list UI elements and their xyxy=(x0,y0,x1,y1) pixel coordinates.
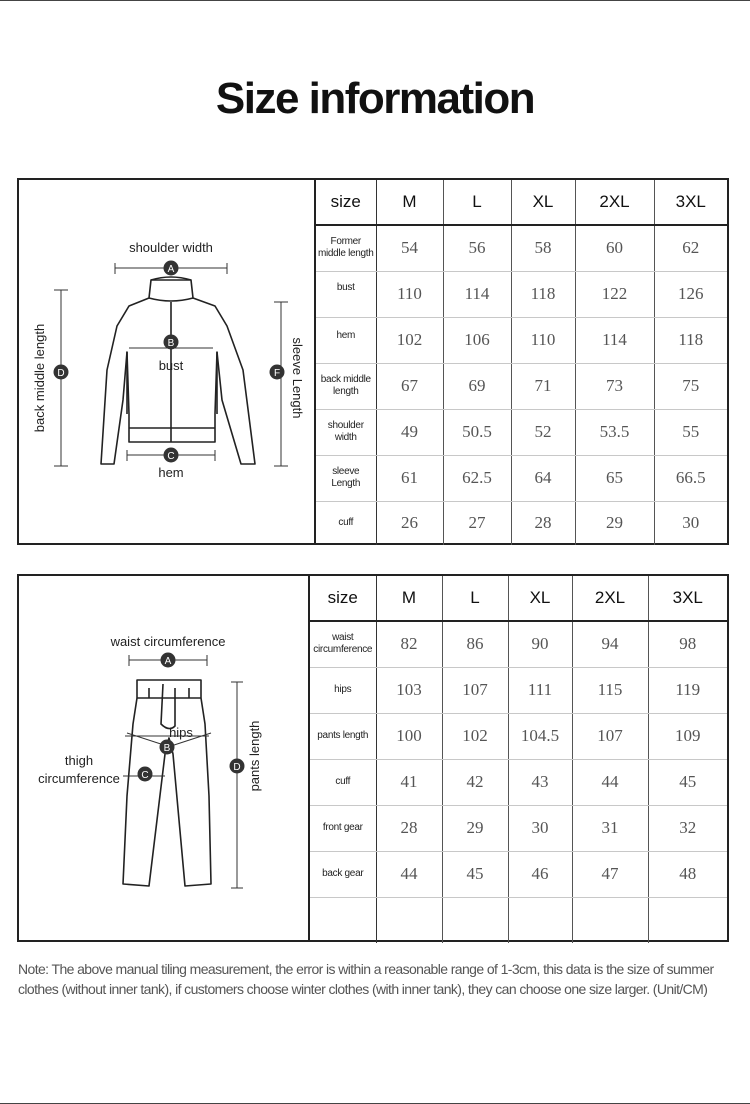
marker-c xyxy=(138,767,153,782)
header-3xl: 3XL xyxy=(654,180,727,225)
value-cell: 67 xyxy=(376,363,443,409)
svg-text:B: B xyxy=(163,743,171,754)
marker-f xyxy=(270,365,285,380)
value-cell: 30 xyxy=(654,501,727,545)
value-cell: 66.5 xyxy=(654,455,727,501)
value-cell xyxy=(572,897,648,943)
value-cell: 71 xyxy=(511,363,575,409)
value-cell: 52 xyxy=(511,409,575,455)
row-label: Former middle length xyxy=(316,225,376,271)
marker-b xyxy=(160,740,175,755)
value-cell: 62 xyxy=(654,225,727,271)
value-cell: 98 xyxy=(648,621,727,667)
value-cell: 86 xyxy=(442,621,508,667)
value-cell: 115 xyxy=(572,667,648,713)
pants-size-table xyxy=(310,576,727,943)
value-cell: 49 xyxy=(376,409,443,455)
marker-a xyxy=(164,261,179,276)
value-cell: 64 xyxy=(511,455,575,501)
value-cell: 118 xyxy=(654,317,727,363)
marker-a xyxy=(161,653,176,668)
header-l: L xyxy=(443,180,511,225)
table-row xyxy=(316,455,727,501)
value-cell: 29 xyxy=(442,805,508,851)
value-cell: 126 xyxy=(654,271,727,317)
table-header-row xyxy=(316,180,727,225)
value-cell: 60 xyxy=(575,225,654,271)
row-label: front gear xyxy=(310,805,376,851)
row-label xyxy=(310,897,376,943)
row-label: sleeve Length xyxy=(316,455,376,501)
svg-text:F: F xyxy=(273,368,281,379)
value-cell: 44 xyxy=(376,851,442,897)
row-label: bust xyxy=(316,271,376,317)
value-cell: 114 xyxy=(443,271,511,317)
value-cell: 47 xyxy=(572,851,648,897)
sleeve-length-label: sleeve Length xyxy=(290,337,305,419)
value-cell: 65 xyxy=(575,455,654,501)
jacket-figure xyxy=(19,180,316,543)
hem-label: hem xyxy=(158,465,184,480)
table-row xyxy=(316,409,727,455)
value-cell: 90 xyxy=(508,621,572,667)
value-cell: 102 xyxy=(376,317,443,363)
value-cell: 122 xyxy=(575,271,654,317)
value-cell: 29 xyxy=(575,501,654,545)
bust-label: bust xyxy=(158,358,184,373)
table-row xyxy=(310,759,727,805)
table-row xyxy=(316,363,727,409)
value-cell: 102 xyxy=(442,713,508,759)
circumference-label: circumference xyxy=(38,771,120,786)
value-cell: 109 xyxy=(648,713,727,759)
value-cell: 100 xyxy=(376,713,442,759)
page-title: Size information xyxy=(215,74,535,123)
value-cell: 30 xyxy=(508,805,572,851)
value-cell: 106 xyxy=(443,317,511,363)
value-cell xyxy=(508,897,572,943)
value-cell: 82 xyxy=(376,621,442,667)
value-cell xyxy=(376,897,442,943)
header-m: M xyxy=(376,576,442,621)
row-label: cuff xyxy=(310,759,376,805)
header-size: size xyxy=(310,576,376,621)
value-cell: 55 xyxy=(654,409,727,455)
value-cell: 45 xyxy=(648,759,727,805)
table-row xyxy=(310,805,727,851)
value-cell: 43 xyxy=(508,759,572,805)
shoulder-width-label: shoulder width xyxy=(129,240,213,255)
row-label: back middle length xyxy=(316,363,376,409)
table-row xyxy=(310,667,727,713)
hips-label: hips xyxy=(169,725,193,740)
waist-circumference-label: waist circumference xyxy=(110,634,226,649)
svg-text:A: A xyxy=(167,264,175,275)
value-cell: 75 xyxy=(654,363,727,409)
value-cell: 50.5 xyxy=(443,409,511,455)
table-header-row xyxy=(310,576,727,621)
value-cell: 62.5 xyxy=(443,455,511,501)
jacket-size-table xyxy=(316,180,727,545)
value-cell: 28 xyxy=(511,501,575,545)
pants-length-label: pants length xyxy=(247,720,262,792)
pants-figure xyxy=(19,576,310,940)
svg-text:B: B xyxy=(167,338,175,349)
row-label: waist circumference xyxy=(310,621,376,667)
row-label: cuff xyxy=(316,501,376,545)
value-cell: 42 xyxy=(442,759,508,805)
value-cell: 119 xyxy=(648,667,727,713)
value-cell: 118 xyxy=(511,271,575,317)
value-cell: 56 xyxy=(443,225,511,271)
jacket-size-panel xyxy=(17,178,729,545)
value-cell xyxy=(648,897,727,943)
table-row xyxy=(310,851,727,897)
pants-diagram xyxy=(19,576,308,940)
value-cell: 53.5 xyxy=(575,409,654,455)
value-cell: 46 xyxy=(508,851,572,897)
marker-c xyxy=(164,448,179,463)
row-label: hem xyxy=(316,317,376,363)
row-label: hips xyxy=(310,667,376,713)
table-row xyxy=(316,225,727,271)
header-2xl: 2XL xyxy=(572,576,648,621)
thigh-label: thigh xyxy=(64,753,94,768)
value-cell: 28 xyxy=(376,805,442,851)
value-cell: 48 xyxy=(648,851,727,897)
value-cell: 58 xyxy=(511,225,575,271)
header-l: L xyxy=(442,576,508,621)
value-cell: 44 xyxy=(572,759,648,805)
value-cell: 32 xyxy=(648,805,727,851)
value-cell xyxy=(442,897,508,943)
table-row xyxy=(316,317,727,363)
header-m: M xyxy=(376,180,443,225)
pants-size-panel xyxy=(17,574,729,942)
value-cell: 111 xyxy=(508,667,572,713)
value-cell: 26 xyxy=(376,501,443,545)
value-cell: 107 xyxy=(442,667,508,713)
marker-d xyxy=(230,759,245,774)
value-cell: 107 xyxy=(572,713,648,759)
table-row xyxy=(316,501,727,545)
value-cell: 94 xyxy=(572,621,648,667)
table-row xyxy=(316,271,727,317)
header-xl: XL xyxy=(511,180,575,225)
value-cell: 54 xyxy=(376,225,443,271)
header-2xl: 2XL xyxy=(575,180,654,225)
back-middle-length-label: back middle length xyxy=(32,323,47,433)
value-cell: 45 xyxy=(442,851,508,897)
measurement-note: Note: The above manual tiling measurement, the error is within a reasonable range of 1-3cm, this data is the size of summer clothes (without inner tank), if customers choose winter clothes (with inner tank), they can choose one size larger. (Unit/CM) xyxy=(18,961,714,997)
value-cell: 114 xyxy=(575,317,654,363)
header-size: size xyxy=(316,180,376,225)
row-label: pants length xyxy=(310,713,376,759)
top-divider xyxy=(0,0,750,1)
svg-text:D: D xyxy=(57,368,65,379)
svg-text:D: D xyxy=(233,762,241,773)
row-label: shoulder width xyxy=(316,409,376,455)
table-row xyxy=(310,621,727,667)
value-cell: 73 xyxy=(575,363,654,409)
jacket-diagram xyxy=(19,180,314,543)
value-cell: 103 xyxy=(376,667,442,713)
value-cell: 69 xyxy=(443,363,511,409)
svg-text:C: C xyxy=(167,451,175,462)
header-3xl: 3XL xyxy=(648,576,727,621)
value-cell: 110 xyxy=(376,271,443,317)
value-cell: 110 xyxy=(511,317,575,363)
value-cell: 61 xyxy=(376,455,443,501)
row-label: back gear xyxy=(310,851,376,897)
value-cell: 31 xyxy=(572,805,648,851)
header-xl: XL xyxy=(508,576,572,621)
marker-d xyxy=(54,365,69,380)
svg-text:C: C xyxy=(141,770,149,781)
svg-text:A: A xyxy=(164,656,172,667)
table-row xyxy=(310,713,727,759)
marker-b xyxy=(164,335,179,350)
value-cell: 27 xyxy=(443,501,511,545)
value-cell: 104.5 xyxy=(508,713,572,759)
table-row-empty xyxy=(310,897,727,943)
value-cell: 41 xyxy=(376,759,442,805)
